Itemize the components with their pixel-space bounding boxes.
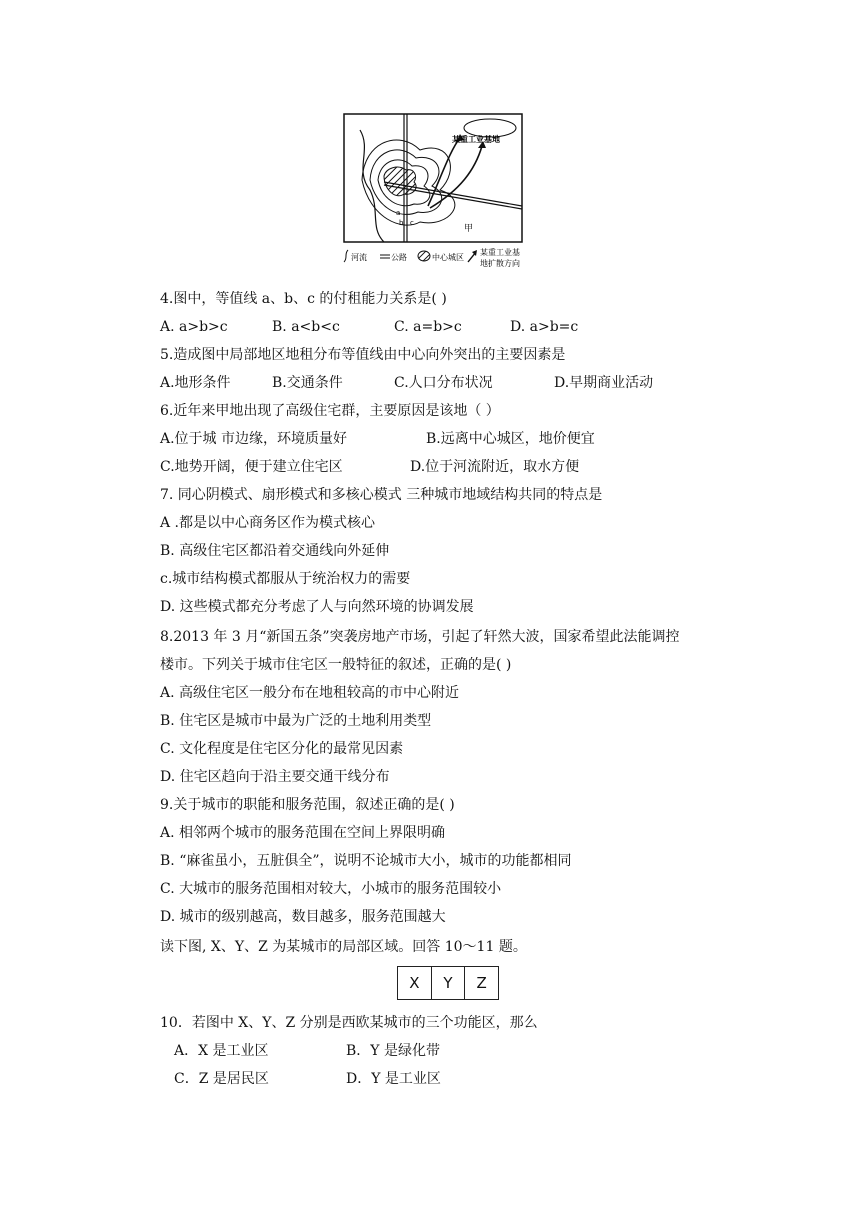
legend-river-label: 河流 [351,253,367,262]
q6-option-a: A.位于城 市边缘，环境质量好 [160,431,348,447]
q5-option-d: D.早期商业活动 [554,375,654,391]
q6-stem: 6.近年来甲地出现了高级住宅群，主要原因是该地（ ） [160,403,500,419]
q4-stem: 4.图中，等值线 a、b、c 的付租能力关系是( ) [160,291,447,307]
q10-stem: 10．若图中 X、Y、Z 分别是西欧某城市的三个功能区，那么 [160,1015,538,1031]
q9-option-a: A. 相邻两个城市的服务范围在空间上界限明确 [160,825,446,841]
q7-option-a: A .都是以中心商务区作为模式核心 [160,515,376,531]
q10-option-c: C．Z 是居民区 [174,1071,269,1087]
q5-option-a: A.地形条件 [160,375,231,391]
q5-option-b: B.交通条件 [272,375,343,391]
legend-river-icon [344,250,348,262]
q6-option-c: C.地势开阔，便于建立住宅区 [160,459,343,475]
legend-center-icon [418,251,430,261]
q7-stem: 7. 同心阴模式、扇形模式和多核心模式 三种城市地域结构共同的特点是 [160,487,603,503]
legend-road-label: 公路 [391,253,407,262]
label-b: b [399,219,404,227]
legend-center-label: 中心城区 [432,253,464,262]
q6-option-b: B.远离中心城区，地价便宜 [426,431,595,447]
q8-stem-line2: 楼市。下列关于城市住宅区一般特征的叙述，正确的是( ) [160,657,512,673]
q8-option-d: D. 住宅区趋向于沿主要交通干线分布 [160,769,390,785]
q8-stem-line1: 8.2013 年 3 月“新国五条”突袭房地产市场，引起了轩然大波，国家希望此法能调控 [160,629,680,645]
q9-stem: 9.关于城市的职能和服务范围，叙述正确的是( ) [160,797,455,813]
label-c: c [410,219,414,227]
q4-option-c: C. a=b>c [394,319,462,335]
q8-option-b: B. 住宅区是城市中最为广泛的土地利用类型 [160,713,432,729]
q6-option-d: D.位于河流附近，取水方便 [410,459,580,475]
q4-option-d: D. a>b=c [510,319,579,335]
q8-option-c: C. 文化程度是住宅区分化的最常见因素 [160,741,404,757]
urban-land-rent-map [340,110,530,280]
label-jia: 甲 [464,224,474,234]
legend-direction-label-2: 地扩散方向 [480,259,520,268]
q10-option-b: B．Y 是绿化带 [346,1043,440,1059]
q4-option-b: B. a<b<c [272,319,340,335]
q10-option-a: A．X 是工业区 [174,1043,269,1059]
q9-option-b: B. “麻雀虽小，五脏俱全”，说明不论城市大小，城市的功能都相同 [160,853,572,869]
q9-option-c: C. 大城市的服务范围相对较大，小城市的服务范围较小 [160,881,502,897]
region-z: Z [476,974,487,992]
q8-option-a: A. 高级住宅区一般分布在地租较高的市中心附近 [160,685,460,701]
q7-option-c: c.城市结构模式都服从于统治权力的需要 [160,571,411,587]
region-y: Y [432,967,466,999]
label-industrial-base: 某重工业基地 [452,135,500,144]
q10-option-d: D．Y 是工业区 [346,1071,441,1087]
q7-option-d: D. 这些模式都充分考虑了人与向然环境的协调发展 [160,599,474,615]
xyz-region-diagram [397,966,499,1000]
legend-direction-label-1: 某重工业基 [480,248,520,257]
q5-option-c: C.人口分布状况 [394,375,493,391]
q7-option-b: B. 高级住宅区都沿着交通线向外延伸 [160,543,390,559]
q4-option-a: A. a>b>c [160,319,228,335]
q5-stem: 5.造成图中局部地区地租分布等值线由中心向外突出的主要因素是 [160,347,566,363]
label-a: a [396,209,401,217]
region-x: X [398,967,432,999]
q10-11-intro: 读下图, X、Y、Z 为某城市的局部区域。回答 10～11 题。 [160,939,527,955]
q9-option-d: D. 城市的级别越高，数目越多，服务范围越大 [160,909,446,925]
